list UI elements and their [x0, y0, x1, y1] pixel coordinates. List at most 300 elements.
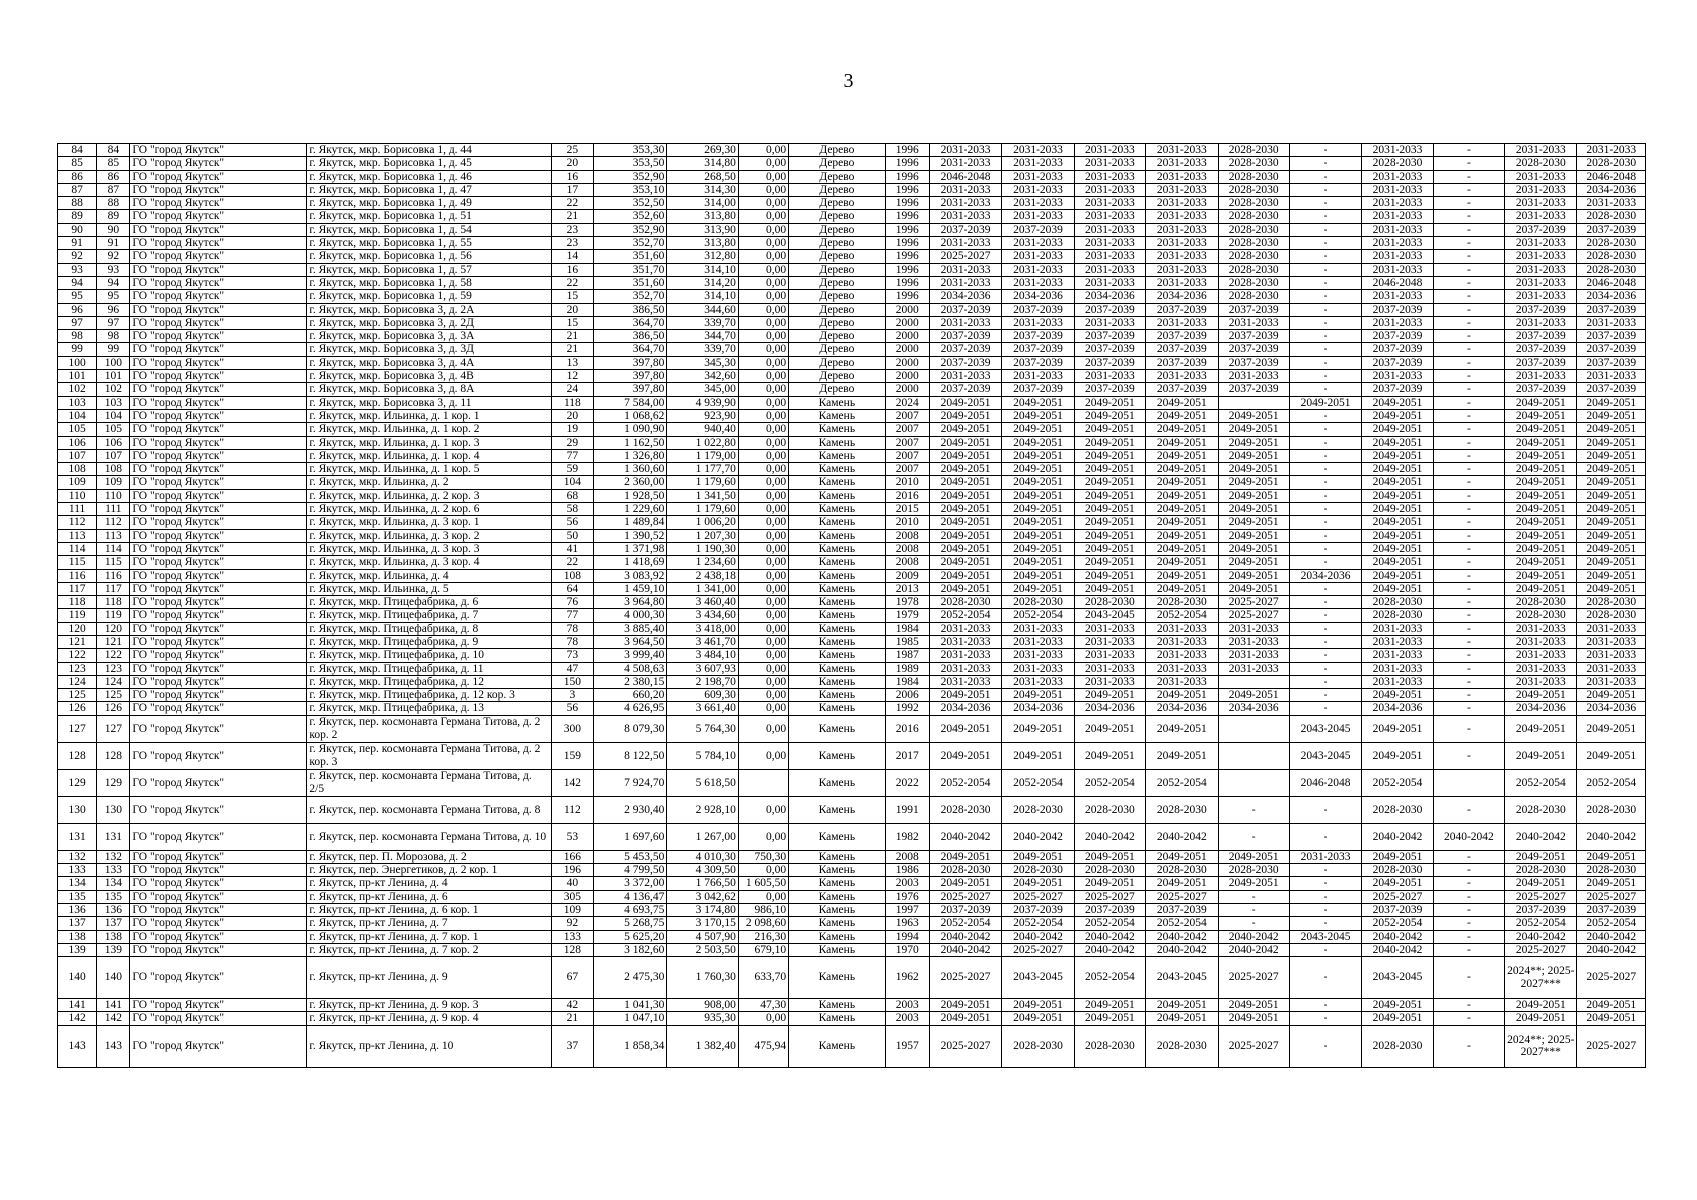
- wall-material-cell: Дерево: [789, 170, 886, 183]
- period-extra-5-cell: 2049-2051: [1577, 877, 1646, 890]
- row-number-cell: 117: [58, 582, 97, 595]
- total-area-cell: 5 453,50: [594, 850, 667, 863]
- period-extra-1-cell: -: [1289, 877, 1361, 890]
- period-extra-5-cell: 2046-2048: [1577, 170, 1646, 183]
- period-extra-4-cell: 2040-2042: [1505, 823, 1577, 850]
- row-number-cell: 86: [58, 170, 97, 183]
- total-area-cell: 4 508,63: [594, 662, 667, 675]
- table-row: [58, 316, 1646, 329]
- period-foundation-cell: 2031-2033: [1074, 144, 1145, 157]
- apartments-count-cell: 150: [551, 675, 593, 688]
- table-row: [58, 237, 1646, 250]
- table-row: [58, 999, 1646, 1012]
- address-cell: г. Якутск, пр-кт Ленина, д. 9: [307, 957, 551, 999]
- residential-area-cell: 269,30: [667, 144, 738, 157]
- nonresidential-area-cell: 0,00: [738, 662, 788, 675]
- nonresidential-area-cell: 0,00: [738, 1012, 788, 1025]
- period-facade-cell: 2031-2033: [1002, 316, 1074, 329]
- municipality-cell: ГО "город Якутск": [130, 943, 307, 956]
- nonresidential-area-cell: 47,30: [738, 999, 788, 1012]
- nonresidential-area-cell: 0,00: [738, 144, 788, 157]
- period-extra-4-cell: 2025-2027: [1505, 890, 1577, 903]
- period-extra-1-cell: -: [1289, 449, 1361, 462]
- period-extra-1-cell: -: [1289, 290, 1361, 303]
- entry-number-cell: 93: [97, 263, 130, 276]
- period-foundation-cell: 2049-2051: [1074, 556, 1145, 569]
- build-year-cell: 2008: [885, 529, 929, 542]
- entry-number-cell: 104: [97, 409, 130, 422]
- total-area-cell: 364,70: [594, 316, 667, 329]
- total-area-cell: 351,60: [594, 250, 667, 263]
- residential-area-cell: 908,00: [667, 999, 738, 1012]
- period-extra-5-cell: 2049-2051: [1577, 556, 1646, 569]
- period-roof-cell: 2049-2051: [929, 742, 1001, 769]
- period-extra-2-cell: 2049-2051: [1362, 715, 1433, 742]
- nonresidential-area-cell: 750,30: [738, 850, 788, 863]
- apartments-count-cell: 22: [551, 276, 593, 289]
- period-roof-cell: 2031-2033: [929, 237, 1001, 250]
- nonresidential-area-cell: 0,00: [738, 890, 788, 903]
- period-extra-4-cell: 2049-2051: [1505, 489, 1577, 502]
- address-cell: г. Якутск, мкр. Ильинка, д. 2: [307, 476, 551, 489]
- period-extra-3-cell: -: [1433, 409, 1504, 422]
- period-foundation-cell: 2031-2033: [1074, 157, 1145, 170]
- apartments-count-cell: 23: [551, 223, 593, 236]
- period-extra-1-cell: -: [1289, 489, 1361, 502]
- municipality-cell: ГО "город Якутск": [130, 890, 307, 903]
- total-area-cell: 353,30: [594, 144, 667, 157]
- table-row: [58, 210, 1646, 223]
- table-row: [58, 356, 1646, 369]
- entry-number-cell: 132: [97, 850, 130, 863]
- nonresidential-area-cell: 679,10: [738, 943, 788, 956]
- period-roof-cell: 2037-2039: [929, 330, 1001, 343]
- period-extra-3-cell: -: [1433, 463, 1504, 476]
- total-area-cell: 351,70: [594, 263, 667, 276]
- period-extra-5-cell: 2025-2027: [1577, 957, 1646, 999]
- period-extra-2-cell: 2049-2051: [1362, 877, 1433, 890]
- residential-area-cell: 2 438,18: [667, 569, 738, 582]
- period-extra-3-cell: -: [1433, 223, 1504, 236]
- period-engineering-cell: 2052-2054: [1146, 609, 1218, 622]
- period-extra-4-cell: 2037-2039: [1505, 343, 1577, 356]
- municipality-cell: ГО "город Якутск": [130, 316, 307, 329]
- period-engineering-cell: 2049-2051: [1146, 423, 1218, 436]
- row-number-cell: 119: [58, 609, 97, 622]
- municipality-cell: ГО "город Якутск": [130, 250, 307, 263]
- entry-number-cell: 99: [97, 343, 130, 356]
- wall-material-cell: Камень: [789, 999, 886, 1012]
- period-extra-1-cell: -: [1289, 370, 1361, 383]
- nonresidential-area-cell: 0,00: [738, 449, 788, 462]
- total-area-cell: 3 964,80: [594, 596, 667, 609]
- address-cell: г. Якутск, мкр. Борисовка 1, д. 47: [307, 183, 551, 196]
- period-roof-cell: 2049-2051: [929, 689, 1001, 702]
- period-engineering-cell: 2028-2030: [1146, 796, 1218, 823]
- table-row: [58, 516, 1646, 529]
- period-foundation-cell: 2031-2033: [1074, 170, 1145, 183]
- period-facade-cell: 2049-2051: [1002, 1012, 1074, 1025]
- period-extra-3-cell: -: [1433, 903, 1504, 916]
- total-area-cell: 2 930,40: [594, 796, 667, 823]
- period-extra-1-cell: -: [1289, 622, 1361, 635]
- row-number-cell: 85: [58, 157, 97, 170]
- period-elevator-cell: -: [1218, 796, 1289, 823]
- wall-material-cell: Дерево: [789, 223, 886, 236]
- entry-number-cell: 133: [97, 864, 130, 877]
- period-extra-2-cell: 2031-2033: [1362, 144, 1433, 157]
- build-year-cell: 2003: [885, 877, 929, 890]
- total-area-cell: 2 360,00: [594, 476, 667, 489]
- residential-area-cell: 1 234,60: [667, 556, 738, 569]
- municipality-cell: ГО "город Якутск": [130, 1012, 307, 1025]
- period-extra-5-cell: 2037-2039: [1577, 903, 1646, 916]
- entry-number-cell: 103: [97, 396, 130, 409]
- table-row: [58, 622, 1646, 635]
- apartments-count-cell: 29: [551, 436, 593, 449]
- period-engineering-cell: 2049-2051: [1146, 569, 1218, 582]
- period-foundation-cell: 2028-2030: [1074, 864, 1145, 877]
- period-extra-1-cell: -: [1289, 864, 1361, 877]
- period-extra-5-cell: 2037-2039: [1577, 356, 1646, 369]
- period-elevator-cell: 2025-2027: [1218, 957, 1289, 999]
- period-foundation-cell: 2025-2027: [1074, 890, 1145, 903]
- address-cell: г. Якутск, мкр. Борисовка 3, д. 3А: [307, 330, 551, 343]
- period-foundation-cell: 2049-2051: [1074, 542, 1145, 555]
- period-extra-4-cell: 2031-2033: [1505, 635, 1577, 648]
- period-extra-4-cell: 2037-2039: [1505, 383, 1577, 396]
- period-engineering-cell: 2049-2051: [1146, 489, 1218, 502]
- period-extra-1-cell: 2043-2045: [1289, 715, 1361, 742]
- period-extra-3-cell: -: [1433, 556, 1504, 569]
- row-number-cell: 103: [58, 396, 97, 409]
- residential-area-cell: 312,80: [667, 250, 738, 263]
- total-area-cell: 3 885,40: [594, 622, 667, 635]
- address-cell: г. Якутск, мкр. Птицефабрика, д. 13: [307, 702, 551, 715]
- nonresidential-area-cell: 0,00: [738, 276, 788, 289]
- period-extra-3-cell: -: [1433, 343, 1504, 356]
- entry-number-cell: 94: [97, 276, 130, 289]
- total-area-cell: 4 799,50: [594, 864, 667, 877]
- period-facade-cell: 2049-2051: [1002, 436, 1074, 449]
- total-area-cell: 1 858,34: [594, 1025, 667, 1067]
- period-extra-2-cell: 2031-2033: [1362, 170, 1433, 183]
- period-facade-cell: 2049-2051: [1002, 449, 1074, 462]
- row-number-cell: 121: [58, 635, 97, 648]
- address-cell: г. Якутск, мкр. Птицефабрика, д. 11: [307, 662, 551, 675]
- period-extra-3-cell: -: [1433, 423, 1504, 436]
- build-year-cell: 1996: [885, 157, 929, 170]
- build-year-cell: 2007: [885, 409, 929, 422]
- build-year-cell: 2000: [885, 383, 929, 396]
- period-extra-3-cell: -: [1433, 890, 1504, 903]
- build-year-cell: 2007: [885, 449, 929, 462]
- table-row: [58, 890, 1646, 903]
- period-extra-4-cell: 2049-2051: [1505, 436, 1577, 449]
- period-extra-3-cell: -: [1433, 542, 1504, 555]
- residential-area-cell: 3 418,00: [667, 622, 738, 635]
- period-facade-cell: 2031-2033: [1002, 210, 1074, 223]
- period-extra-4-cell: 2049-2051: [1505, 516, 1577, 529]
- build-year-cell: 1989: [885, 662, 929, 675]
- wall-material-cell: Камень: [789, 569, 886, 582]
- period-facade-cell: 2049-2051: [1002, 529, 1074, 542]
- period-facade-cell: 2031-2033: [1002, 675, 1074, 688]
- nonresidential-area-cell: 2 098,60: [738, 917, 788, 930]
- period-extra-4-cell: 2025-2027: [1505, 943, 1577, 956]
- build-year-cell: 2008: [885, 850, 929, 863]
- entry-number-cell: 113: [97, 529, 130, 542]
- period-facade-cell: 2031-2033: [1002, 276, 1074, 289]
- wall-material-cell: Дерево: [789, 276, 886, 289]
- period-extra-2-cell: 2031-2033: [1362, 263, 1433, 276]
- total-area-cell: 7 584,00: [594, 396, 667, 409]
- period-facade-cell: 2040-2042: [1002, 930, 1074, 943]
- total-area-cell: 1 697,60: [594, 823, 667, 850]
- wall-material-cell: Дерево: [789, 263, 886, 276]
- period-extra-1-cell: -: [1289, 529, 1361, 542]
- period-facade-cell: 2031-2033: [1002, 370, 1074, 383]
- period-roof-cell: 2031-2033: [929, 276, 1001, 289]
- residential-area-cell: 314,20: [667, 276, 738, 289]
- apartments-count-cell: 20: [551, 303, 593, 316]
- period-extra-1-cell: -: [1289, 303, 1361, 316]
- wall-material-cell: Камень: [789, 542, 886, 555]
- residential-area-cell: 344,70: [667, 330, 738, 343]
- period-foundation-cell: 2049-2051: [1074, 877, 1145, 890]
- period-extra-5-cell: 2049-2051: [1577, 715, 1646, 742]
- period-extra-1-cell: -: [1289, 662, 1361, 675]
- period-extra-1-cell: -: [1289, 542, 1361, 555]
- period-elevator-cell: 2049-2051: [1218, 999, 1289, 1012]
- period-foundation-cell: 2052-2054: [1074, 769, 1145, 796]
- total-area-cell: 1 162,50: [594, 436, 667, 449]
- table-row: [58, 396, 1646, 409]
- period-foundation-cell: 2031-2033: [1074, 210, 1145, 223]
- period-extra-3-cell: -: [1433, 1012, 1504, 1025]
- municipality-cell: ГО "город Якутск": [130, 210, 307, 223]
- build-year-cell: 2007: [885, 423, 929, 436]
- table-row: [58, 463, 1646, 476]
- build-year-cell: 1996: [885, 170, 929, 183]
- period-facade-cell: 2031-2033: [1002, 649, 1074, 662]
- residential-area-cell: 314,30: [667, 183, 738, 196]
- period-extra-5-cell: 2052-2054: [1577, 769, 1646, 796]
- period-facade-cell: 2031-2033: [1002, 144, 1074, 157]
- build-year-cell: 1996: [885, 183, 929, 196]
- wall-material-cell: Дерево: [789, 383, 886, 396]
- period-extra-2-cell: 2052-2054: [1362, 769, 1433, 796]
- period-roof-cell: 2052-2054: [929, 609, 1001, 622]
- period-foundation-cell: 2049-2051: [1074, 396, 1145, 409]
- period-extra-5-cell: 2037-2039: [1577, 343, 1646, 356]
- period-extra-4-cell: 2049-2051: [1505, 877, 1577, 890]
- table-row: [58, 529, 1646, 542]
- build-year-cell: 2006: [885, 689, 929, 702]
- entry-number-cell: 88: [97, 197, 130, 210]
- total-area-cell: 5 625,20: [594, 930, 667, 943]
- address-cell: г. Якутск, мкр. Борисовка 1, д. 57: [307, 263, 551, 276]
- period-elevator-cell: 2040-2042: [1218, 930, 1289, 943]
- table-row: [58, 850, 1646, 863]
- period-extra-5-cell: 2040-2042: [1577, 823, 1646, 850]
- municipality-cell: ГО "город Якутск": [130, 917, 307, 930]
- period-extra-3-cell: [1433, 769, 1504, 796]
- entry-number-cell: 106: [97, 436, 130, 449]
- wall-material-cell: Камень: [789, 662, 886, 675]
- total-area-cell: 4 626,95: [594, 702, 667, 715]
- period-facade-cell: 2049-2051: [1002, 503, 1074, 516]
- period-extra-2-cell: 2049-2051: [1362, 516, 1433, 529]
- period-roof-cell: 2049-2051: [929, 409, 1001, 422]
- period-extra-5-cell: 2049-2051: [1577, 1012, 1646, 1025]
- wall-material-cell: Камень: [789, 675, 886, 688]
- wall-material-cell: Камень: [789, 877, 886, 890]
- period-extra-2-cell: 2049-2051: [1362, 999, 1433, 1012]
- period-extra-2-cell: 2031-2033: [1362, 183, 1433, 196]
- nonresidential-area-cell: 0,00: [738, 463, 788, 476]
- period-extra-3-cell: -: [1433, 649, 1504, 662]
- period-engineering-cell: 2031-2033: [1146, 210, 1218, 223]
- address-cell: г. Якутск, пер. космонавта Германа Титова, д. 2 кор. 3: [307, 742, 551, 769]
- total-area-cell: 1 459,10: [594, 582, 667, 595]
- period-extra-5-cell: 2031-2033: [1577, 197, 1646, 210]
- municipality-cell: ГО "город Якутск": [130, 689, 307, 702]
- period-foundation-cell: 2028-2030: [1074, 796, 1145, 823]
- period-facade-cell: 2049-2051: [1002, 476, 1074, 489]
- entry-number-cell: 100: [97, 356, 130, 369]
- period-roof-cell: 2031-2033: [929, 144, 1001, 157]
- address-cell: г. Якутск, мкр. Ильинка, д. 5: [307, 582, 551, 595]
- residential-area-cell: 940,40: [667, 423, 738, 436]
- table-row: [58, 649, 1646, 662]
- table-row: [58, 263, 1646, 276]
- wall-material-cell: Дерево: [789, 210, 886, 223]
- period-extra-5-cell: 2031-2033: [1577, 622, 1646, 635]
- period-roof-cell: 2049-2051: [929, 850, 1001, 863]
- entry-number-cell: 115: [97, 556, 130, 569]
- municipality-cell: ГО "город Якутск": [130, 582, 307, 595]
- residential-area-cell: 314,10: [667, 290, 738, 303]
- address-cell: г. Якутск, пр-кт Ленина, д. 7: [307, 917, 551, 930]
- period-elevator-cell: 2031-2033: [1218, 649, 1289, 662]
- row-number-cell: 96: [58, 303, 97, 316]
- municipality-cell: ГО "город Якутск": [130, 569, 307, 582]
- nonresidential-area-cell: 0,00: [738, 157, 788, 170]
- period-facade-cell: 2031-2033: [1002, 170, 1074, 183]
- period-extra-4-cell: 2031-2033: [1505, 183, 1577, 196]
- period-extra-4-cell: 2024**; 2025-2027***: [1505, 1025, 1577, 1067]
- address-cell: г. Якутск, мкр. Борисовка 1, д. 59: [307, 290, 551, 303]
- period-extra-1-cell: -: [1289, 582, 1361, 595]
- period-extra-2-cell: 2037-2039: [1362, 330, 1433, 343]
- period-extra-5-cell: 2040-2042: [1577, 930, 1646, 943]
- period-foundation-cell: 2049-2051: [1074, 449, 1145, 462]
- period-extra-5-cell: 2049-2051: [1577, 850, 1646, 863]
- period-extra-2-cell: 2049-2051: [1362, 423, 1433, 436]
- address-cell: г. Якутск, мкр. Ильинка, д. 1 кор. 5: [307, 463, 551, 476]
- period-engineering-cell: 2049-2051: [1146, 999, 1218, 1012]
- nonresidential-area-cell: 0,00: [738, 316, 788, 329]
- period-extra-2-cell: 2049-2051: [1362, 503, 1433, 516]
- period-extra-5-cell: 2049-2051: [1577, 689, 1646, 702]
- build-year-cell: 1996: [885, 250, 929, 263]
- nonresidential-area-cell: 0,00: [738, 489, 788, 502]
- period-extra-5-cell: 2046-2048: [1577, 276, 1646, 289]
- period-extra-4-cell: 2031-2033: [1505, 649, 1577, 662]
- apartments-count-cell: 12: [551, 370, 593, 383]
- period-elevator-cell: 2028-2030: [1218, 170, 1289, 183]
- residential-area-cell: 609,30: [667, 689, 738, 702]
- period-extra-4-cell: 2031-2033: [1505, 316, 1577, 329]
- residential-area-cell: 2 198,70: [667, 675, 738, 688]
- wall-material-cell: Камень: [789, 635, 886, 648]
- period-elevator-cell: 2028-2030: [1218, 290, 1289, 303]
- table-row: [58, 903, 1646, 916]
- apartments-count-cell: 17: [551, 183, 593, 196]
- period-facade-cell: 2052-2054: [1002, 609, 1074, 622]
- total-area-cell: 3 182,60: [594, 943, 667, 956]
- period-engineering-cell: 2037-2039: [1146, 303, 1218, 316]
- municipality-cell: ГО "город Якутск": [130, 423, 307, 436]
- row-number-cell: 126: [58, 702, 97, 715]
- apartments-count-cell: 37: [551, 1025, 593, 1067]
- period-extra-1-cell: -: [1289, 635, 1361, 648]
- apartments-count-cell: 59: [551, 463, 593, 476]
- total-area-cell: 352,60: [594, 210, 667, 223]
- table-row: [58, 489, 1646, 502]
- period-engineering-cell: 2049-2051: [1146, 529, 1218, 542]
- period-engineering-cell: 2031-2033: [1146, 316, 1218, 329]
- address-cell: г. Якутск, мкр. Ильинка, д. 3 кор. 2: [307, 529, 551, 542]
- table-row: [58, 370, 1646, 383]
- period-foundation-cell: 2049-2051: [1074, 529, 1145, 542]
- residential-area-cell: 1 341,00: [667, 582, 738, 595]
- period-extra-3-cell: -: [1433, 796, 1504, 823]
- period-extra-3-cell: -: [1433, 930, 1504, 943]
- nonresidential-area-cell: 0,00: [738, 303, 788, 316]
- build-year-cell: 2009: [885, 569, 929, 582]
- period-extra-2-cell: 2031-2033: [1362, 237, 1433, 250]
- period-roof-cell: 2031-2033: [929, 675, 1001, 688]
- period-extra-5-cell: 2049-2051: [1577, 742, 1646, 769]
- entry-number-cell: 85: [97, 157, 130, 170]
- period-extra-1-cell: 2034-2036: [1289, 569, 1361, 582]
- period-elevator-cell: [1218, 742, 1289, 769]
- apartments-count-cell: 3: [551, 689, 593, 702]
- nonresidential-area-cell: 0,00: [738, 423, 788, 436]
- municipality-cell: ГО "город Якутск": [130, 516, 307, 529]
- period-roof-cell: 2034-2036: [929, 702, 1001, 715]
- row-number-cell: 112: [58, 516, 97, 529]
- municipality-cell: ГО "город Якутск": [130, 489, 307, 502]
- table-row: [58, 183, 1646, 196]
- period-engineering-cell: 2034-2036: [1146, 290, 1218, 303]
- period-roof-cell: 2046-2048: [929, 170, 1001, 183]
- nonresidential-area-cell: 0,00: [738, 383, 788, 396]
- period-facade-cell: 2031-2033: [1002, 237, 1074, 250]
- period-elevator-cell: 2031-2033: [1218, 622, 1289, 635]
- municipality-cell: ГО "город Якутск": [130, 356, 307, 369]
- period-extra-3-cell: -: [1433, 396, 1504, 409]
- period-facade-cell: 2049-2051: [1002, 689, 1074, 702]
- table-row: [58, 917, 1646, 930]
- apartments-count-cell: 305: [551, 890, 593, 903]
- period-extra-2-cell: 2031-2033: [1362, 649, 1433, 662]
- period-extra-2-cell: 2049-2051: [1362, 542, 1433, 555]
- period-elevator-cell: 2049-2051: [1218, 503, 1289, 516]
- period-extra-5-cell: 2028-2030: [1577, 210, 1646, 223]
